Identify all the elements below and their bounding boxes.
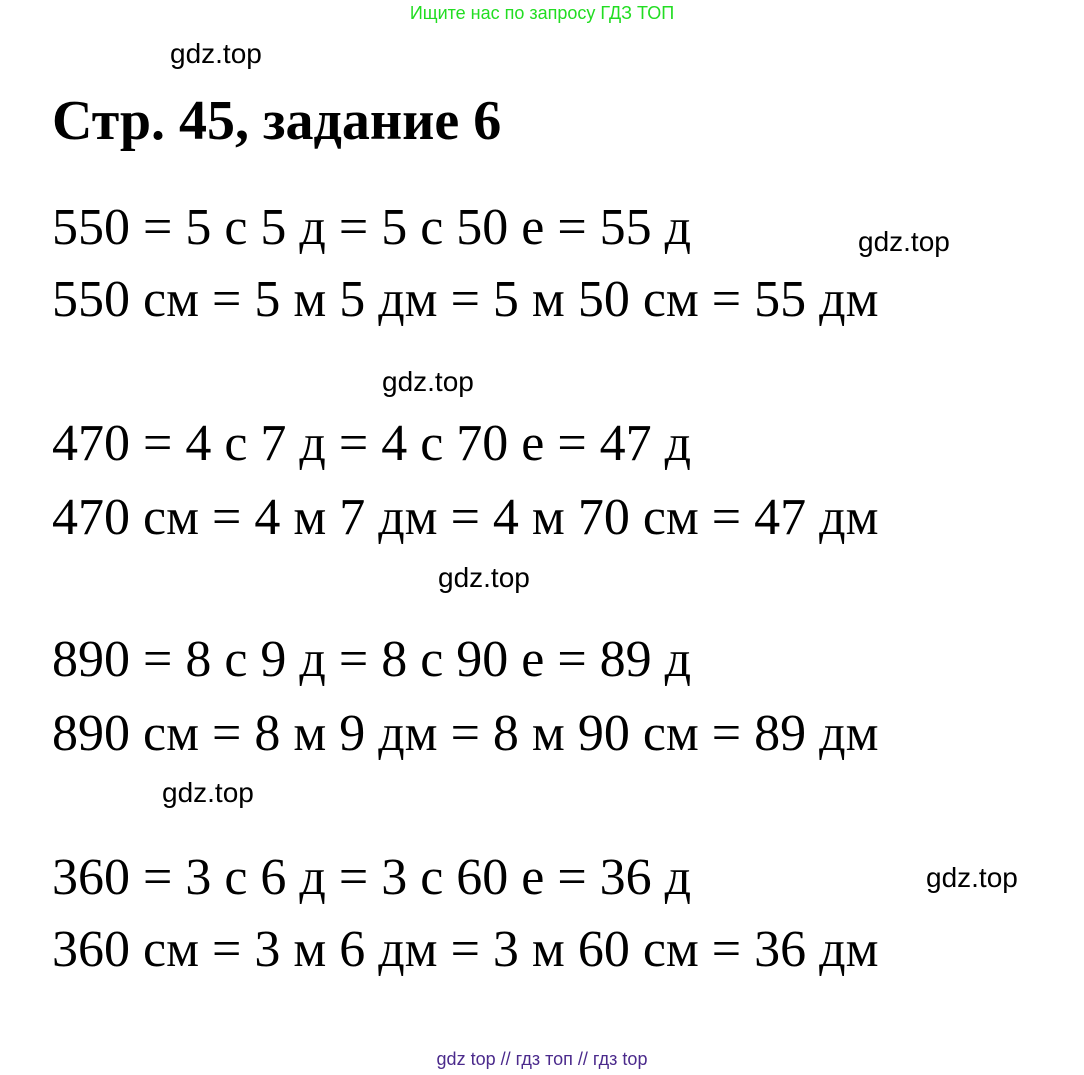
page-title: Стр. 45, задание 6 (52, 90, 502, 152)
footer-watermark: gdz top // гдз топ // гдз top (436, 1049, 648, 1069)
watermark: gdz.top (162, 777, 254, 808)
equation-line: 890 = 8 с 9 д = 8 с 90 е = 89 д (52, 631, 692, 688)
watermark: gdz.top (382, 366, 474, 397)
equation-line: 360 = 3 с 6 д = 3 с 60 е = 36 д (52, 849, 692, 906)
equation-line: 550 см = 5 м 5 дм = 5 м 50 см = 55 дм (52, 271, 879, 328)
equation-line: 470 см = 4 м 7 дм = 4 м 70 см = 47 дм (52, 489, 879, 546)
watermark: gdz.top (858, 226, 950, 257)
equation-line: 550 = 5 с 5 д = 5 с 50 е = 55 д (52, 199, 692, 256)
watermark: gdz.top (438, 562, 530, 593)
watermark: gdz.top (926, 862, 1018, 893)
equation-line: 890 см = 8 м 9 дм = 8 м 90 см = 89 дм (52, 705, 879, 762)
watermark: gdz.top (170, 38, 262, 69)
top-banner: Ищите нас по запросу ГДЗ ТОП (409, 3, 675, 23)
equation-line: 470 = 4 с 7 д = 4 с 70 е = 47 д (52, 415, 692, 472)
equation-line: 360 см = 3 м 6 дм = 3 м 60 см = 36 дм (52, 921, 879, 978)
